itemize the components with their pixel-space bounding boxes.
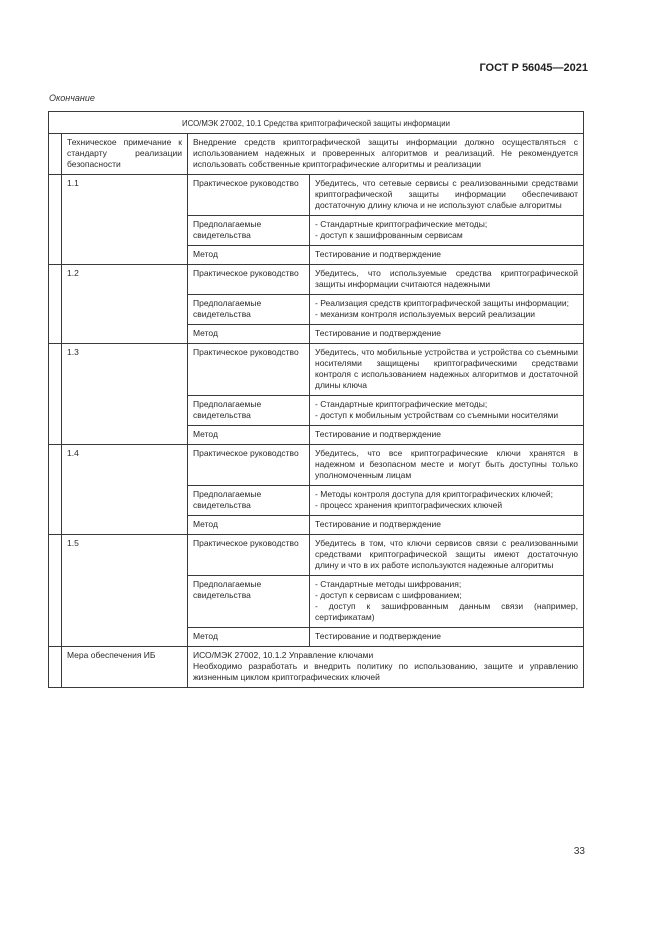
row-content xyxy=(310,576,584,628)
section-number: 1.1 xyxy=(62,175,188,265)
content-line: Убедитесь, что все криптографические ключи хранятся в надежном и безопасном месте и могут быть доступны только уполномоченным лицам xyxy=(315,448,578,480)
row-content xyxy=(310,628,584,647)
row-content xyxy=(310,445,584,486)
row-label: Предполагаемые свидетельства xyxy=(188,295,310,325)
table-row xyxy=(49,175,584,216)
indent-cell xyxy=(49,344,62,445)
measure-label: Мера обеспечения ИБ xyxy=(62,647,188,688)
row-content xyxy=(310,535,584,576)
tech-note-row xyxy=(49,134,584,175)
row-label: Предполагаемые свидетельства xyxy=(188,216,310,246)
row-content xyxy=(310,516,584,535)
content-line: Убедитесь, что используемые средства криптографической защиты информации считаются надежными xyxy=(315,268,578,289)
indent-cell xyxy=(49,647,62,688)
requirements-table xyxy=(48,111,584,688)
row-content xyxy=(310,426,584,445)
content-line: Убедитесь в том, что ключи сервисов связи с реализованными средствами криптографической защиты имеют достаточную длину и что в их работе используются надежные алгоритмы xyxy=(315,538,578,570)
row-content xyxy=(310,344,584,396)
content-line: - Методы контроля доступа для криптографических ключей; xyxy=(315,489,553,499)
section-number: 1.2 xyxy=(62,265,188,344)
table-row xyxy=(49,535,584,576)
row-content xyxy=(310,295,584,325)
row-label: Предполагаемые свидетельства xyxy=(188,576,310,628)
table-row xyxy=(49,445,584,486)
section-number: 1.4 xyxy=(62,445,188,535)
indent-cell xyxy=(49,175,62,265)
section-number: 1.3 xyxy=(62,344,188,445)
table-row xyxy=(49,344,584,396)
row-label: Метод xyxy=(188,516,310,535)
content-line: Тестирование и подтверждение xyxy=(315,429,441,439)
measure-row xyxy=(49,647,584,688)
content-line: - механизм контроля используемых версий реализации xyxy=(315,309,535,319)
row-label: Практическое руководство xyxy=(188,344,310,396)
content-line: Тестирование и подтверждение xyxy=(315,519,441,529)
content-line: - Стандартные криптографические методы; xyxy=(315,219,488,229)
content-line: Убедитесь, что мобильные устройства и устройства со съемными носителями защищены криптографическими средствами контроля с использованием надежных алгоритмов и достаточной длины ключа xyxy=(315,347,578,390)
row-content xyxy=(310,486,584,516)
continuation-label: Окончание xyxy=(49,93,95,103)
row-label: Практическое руководство xyxy=(188,535,310,576)
row-content xyxy=(310,175,584,216)
content-line: - Стандартные криптографические методы; xyxy=(315,399,488,409)
content-line: - доступ к зашифрованным сервисам xyxy=(315,230,463,240)
measure-text: Необходимо разработать и внедрить политику по использованию, защите и управлению жизненным циклом криптографических ключей xyxy=(193,661,578,682)
page-number: 33 xyxy=(573,846,585,857)
content-line: - доступ к мобильным устройствам со съемными носителями xyxy=(315,410,559,420)
content-line: Тестирование и подтверждение xyxy=(315,249,441,259)
content-line: - доступ к сервисам с шифрованием; xyxy=(315,590,462,600)
indent-cell xyxy=(49,535,62,647)
indent-cell xyxy=(49,265,62,344)
row-label: Метод xyxy=(188,325,310,344)
content-line: Убедитесь, что сетевые сервисы с реализованными средствами криптографической защиты информации обеспечивают достаточную длину ключа и не используют слабые алгоритмы xyxy=(315,178,578,210)
row-label: Метод xyxy=(188,628,310,647)
content-line: - процесс хранения криптографических ключей xyxy=(315,500,503,510)
content-line: Тестирование и подтверждение xyxy=(315,631,441,641)
row-content xyxy=(310,265,584,295)
tech-note-label: Техническое примечание к стандарту реализации безопасности xyxy=(62,134,188,175)
table-row xyxy=(49,265,584,295)
row-label: Метод xyxy=(188,426,310,445)
table-header-row xyxy=(49,112,584,134)
row-label: Практическое руководство xyxy=(188,445,310,486)
content-line: Тестирование и подтверждение xyxy=(315,328,441,338)
standard-designation: ГОСТ Р 56045—2021 xyxy=(479,62,588,74)
section-number: 1.5 xyxy=(62,535,188,647)
content-line: - Стандартные методы шифрования; xyxy=(315,579,462,589)
content-line: - Реализация средств криптографической защиты информации; xyxy=(315,298,569,308)
row-label: Практическое руководство xyxy=(188,265,310,295)
indent-cell xyxy=(49,134,62,175)
row-content xyxy=(310,246,584,265)
tech-note-text: Внедрение средств криптографической защиты информации должно осуществляться с использованием надежных и проверенных алгоритмов и реализаций. Не рекомендуется использовать собственные криптографические алгоритмы и реализации xyxy=(188,134,584,175)
row-content xyxy=(310,325,584,344)
row-label: Предполагаемые свидетельства xyxy=(188,396,310,426)
measure-content xyxy=(188,647,584,688)
row-label: Практическое руководство xyxy=(188,175,310,216)
content-line: - доступ к зашифрованным данным связи (например, сертификатам) xyxy=(315,601,578,622)
row-content xyxy=(310,396,584,426)
measure-reference: ИСО/МЭК 27002, 10.1.2 Управление ключами xyxy=(193,650,374,660)
row-label: Предполагаемые свидетельства xyxy=(188,486,310,516)
row-content xyxy=(310,216,584,246)
section-header: ИСО/МЭК 27002, 10.1 Средства криптографической защиты информации xyxy=(49,112,584,134)
indent-cell xyxy=(49,445,62,535)
row-label: Метод xyxy=(188,246,310,265)
